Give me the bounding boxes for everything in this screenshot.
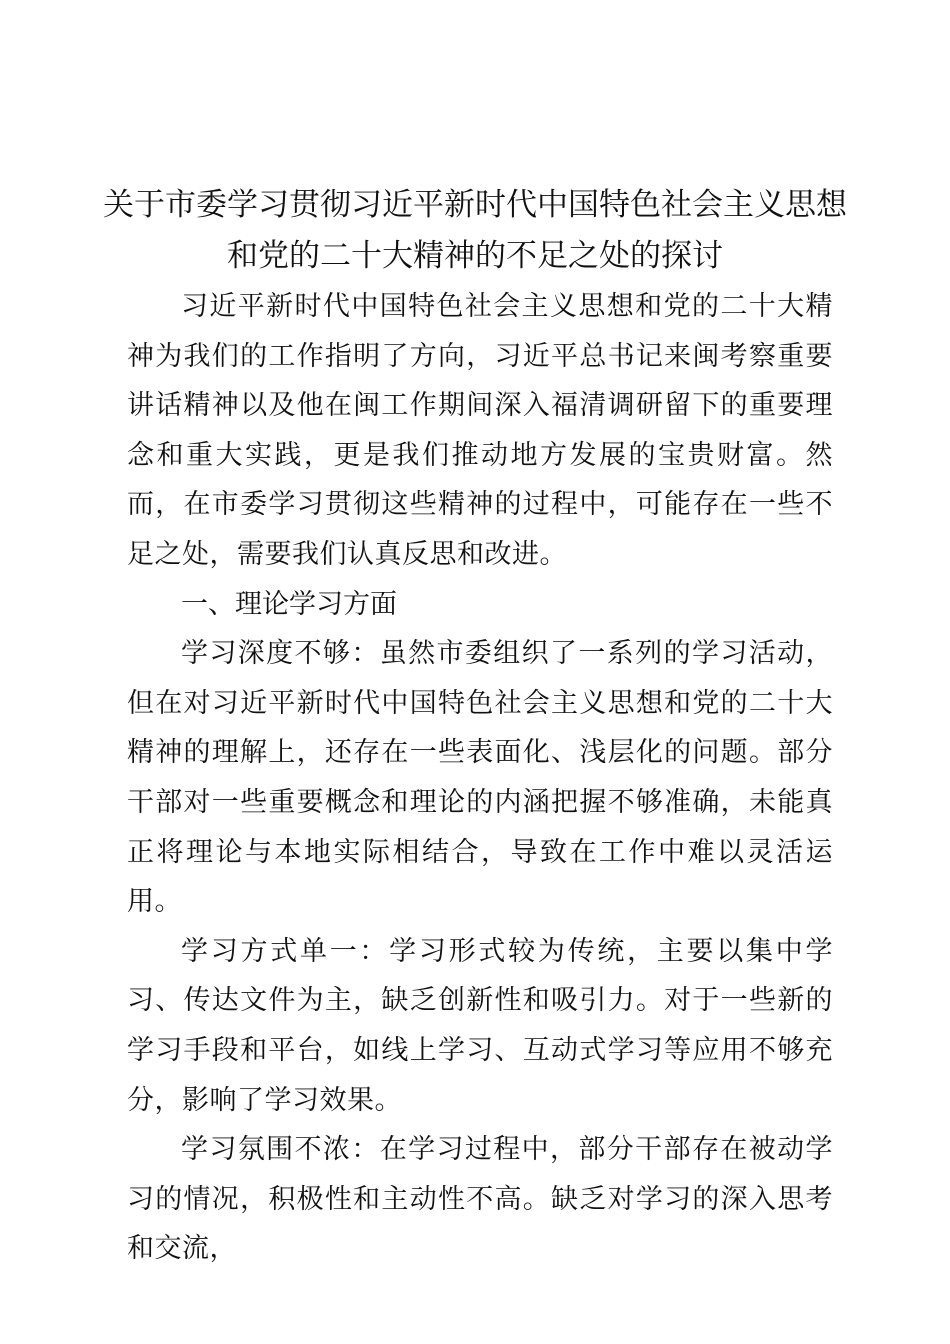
document-body xyxy=(127,282,833,1274)
title-line-1: 关于市委学习贯彻习近平新时代中国特色社会主义思想 xyxy=(103,187,847,223)
paragraph-learning-atmosphere: 学习氛围不浓：在学习过程中，部分干部存在被动学习的情况，积极性和主动性不高。缺乏对学习的深入思考和交流， xyxy=(127,1134,833,1265)
intro-paragraph: 习近平新时代中国特色社会主义思想和党的二十大精神为我们的工作指明了方向，习近平总书记来闽考察重要讲话精神以及他在闽工作期间深入福清调研留下的重要理念和重大实践，更是我们推动地方发展的宝贵财富。然而，在市委学习贯彻这些精神的过程中，可能存在一些不足之处，需要我们认真反思和改进。 xyxy=(127,291,833,570)
paragraph-learning-depth: 学习深度不够：虽然市委组织了一系列的学习活动，但在对习近平新时代中国特色社会主义思想和党的二十大精神的理解上，还存在一些表面化、浅层化的问题。部分干部对一些重要概念和理论的内涵把握不够准确，未能真正将理论与本地实际相结合，导致在工作中难以灵活运用。 xyxy=(127,638,833,918)
title-line-2: 和党的二十大精神的不足之处的探讨 xyxy=(227,238,723,274)
section-heading-theory: 一、理论学习方面 xyxy=(181,588,397,620)
paragraph-learning-method: 学习方式单一：学习形式较为传统，主要以集中学习、传达文件为主，缺乏创新性和吸引力。对于一些新的学习手段和平台，如线上学习、互动式学习等应用不够充分，影响了学习效果。 xyxy=(127,935,833,1116)
document-title xyxy=(100,180,850,282)
